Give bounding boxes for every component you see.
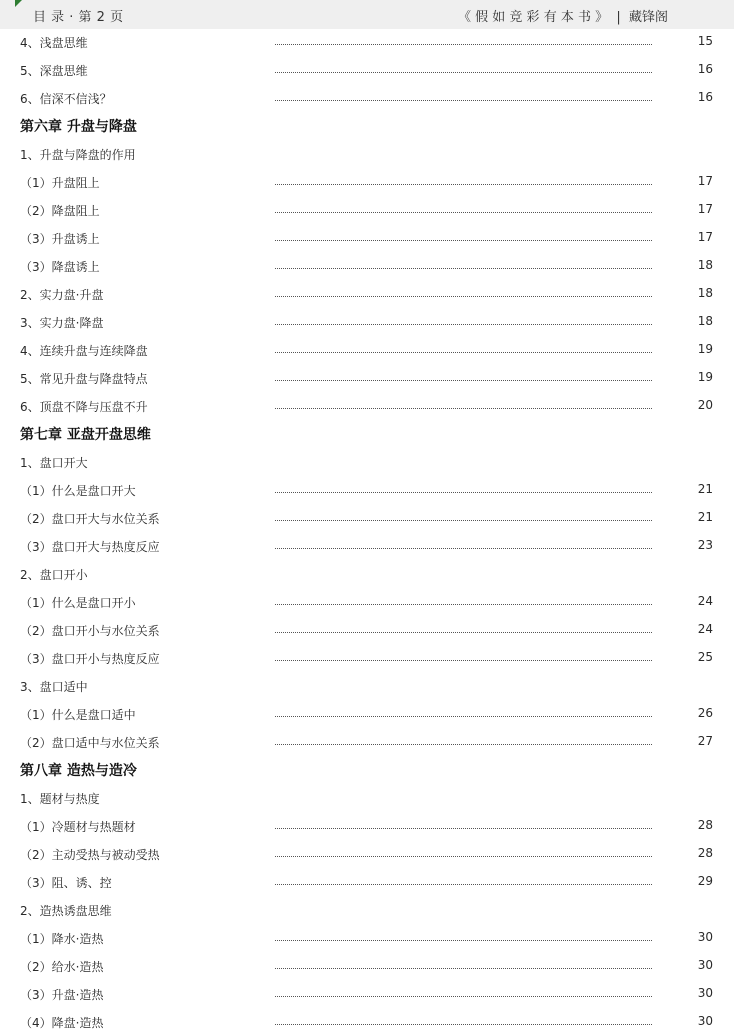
toc-entry[interactable] [0,644,734,672]
toc-entry[interactable] [0,700,734,728]
toc-entry-title: 2、造热诱盘思维 [20,904,112,918]
toc-entry[interactable] [0,252,734,280]
toc-entry-title: 5、深盘思维 [20,64,88,78]
dot-leader [275,380,652,381]
dot-leader [275,296,652,297]
toc-entry[interactable] [0,364,734,392]
toc-entry-title: 1、题材与热度 [20,792,100,806]
toc-entry-title: 1、盘口开大 [20,456,88,470]
toc-entry-title: 5、常见升盘与降盘特点 [20,372,148,386]
toc-page-number: 23 [697,538,713,552]
dot-leader [275,240,652,241]
toc-page-number: 28 [697,846,713,860]
toc-section-heading [0,896,734,924]
toc-entry[interactable] [0,980,734,1008]
dot-leader [275,940,652,941]
toc-section-heading [0,672,734,700]
toc-entry[interactable] [0,224,734,252]
dot-leader [275,268,652,269]
toc-page-number: 30 [697,958,713,972]
toc-entry[interactable] [0,336,734,364]
toc-chapter-heading [0,112,734,140]
toc-entry-title: （3）盘口开大与热度反应 [20,540,160,554]
toc-entry[interactable] [0,1008,734,1036]
toc-page-number: 21 [697,482,713,496]
dot-leader [275,1024,652,1025]
toc-page-number: 27 [697,734,713,748]
dot-leader [275,968,652,969]
dot-leader [275,520,652,521]
toc-entry-title: 4、浅盘思维 [20,36,88,50]
toc-page-number: 30 [697,986,713,1000]
toc-entry-title: （3）升盘诱上 [20,232,100,246]
page-header [0,0,734,29]
dot-leader [275,632,652,633]
toc-entry[interactable] [0,812,734,840]
toc-entry[interactable] [0,588,734,616]
dot-leader [275,604,652,605]
dot-leader [275,884,652,885]
table-of-contents [0,28,734,1036]
toc-entry-title: （4）降盘·造热 [20,1016,104,1030]
toc-entry-title: （2）主动受热与被动受热 [20,848,160,862]
toc-entry-title: （2）盘口开小与水位关系 [20,624,160,638]
dot-leader [275,408,652,409]
toc-page-number: 26 [697,706,713,720]
toc-entry-title: 2、盘口开小 [20,568,88,582]
toc-section-heading [0,560,734,588]
toc-entry[interactable] [0,840,734,868]
dot-leader [275,744,652,745]
toc-entry-title: （3）升盘·造热 [20,988,104,1002]
toc-page-number: 15 [697,34,713,48]
toc-section-heading [0,448,734,476]
toc-page-number: 30 [697,930,713,944]
toc-entry[interactable] [0,532,734,560]
header-book-title: 《 假 如 竞 彩 有 本 书 》 | 藏锋阁 [458,10,668,25]
toc-entry-title: （1）什么是盘口适中 [20,708,136,722]
toc-page-number: 16 [697,62,713,76]
dot-leader [275,352,652,353]
toc-section-heading [0,784,734,812]
toc-page-number: 17 [697,202,713,216]
toc-page-number: 20 [697,398,713,412]
dot-leader [275,996,652,997]
toc-entry[interactable] [0,392,734,420]
toc-entry-title: （1）升盘阻上 [20,176,100,190]
toc-entry-title: 1、升盘与降盘的作用 [20,148,136,162]
toc-page-number: 21 [697,510,713,524]
toc-section-heading [0,140,734,168]
toc-page-number: 16 [697,90,713,104]
toc-entry[interactable] [0,196,734,224]
toc-page-number: 19 [697,370,713,384]
toc-page-number: 25 [697,650,713,664]
dot-leader [275,856,652,857]
toc-entry[interactable] [0,168,734,196]
toc-entry[interactable] [0,280,734,308]
dot-leader [275,324,652,325]
toc-entry[interactable] [0,728,734,756]
toc-entry-title: 6、信深不信浅？ [20,92,112,106]
toc-entry[interactable] [0,952,734,980]
toc-entry-title: 3、实力盘·降盘 [20,316,104,330]
toc-page-number: 30 [697,1014,713,1028]
toc-entry-title: （1）冷题材与热题材 [20,820,136,834]
toc-entry[interactable] [0,56,734,84]
toc-entry[interactable] [0,616,734,644]
toc-entry-title: （1）降水·造热 [20,932,104,946]
toc-page-number: 24 [697,622,713,636]
toc-entry[interactable] [0,868,734,896]
toc-entry-title: （3）阻、诱、控 [20,876,112,890]
toc-entry-title: 2、实力盘·升盘 [20,288,104,302]
dot-leader [275,548,652,549]
dot-leader [275,72,652,73]
toc-entry-title: （2）给水·造热 [20,960,104,974]
toc-page-number: 28 [697,818,713,832]
toc-entry-title: 第八章 造热与造冷 [20,763,137,779]
toc-entry-title: （3）降盘诱上 [20,260,100,274]
toc-entry-title: 6、顶盘不降与压盘不升 [20,400,148,414]
toc-entry-title: （2）盘口开大与水位关系 [20,512,160,526]
toc-entry-title: 第六章 升盘与降盘 [20,119,137,135]
toc-entry[interactable] [0,84,734,112]
toc-page-number: 24 [697,594,713,608]
toc-entry[interactable] [0,476,734,504]
toc-entry[interactable] [0,504,734,532]
toc-page-number: 18 [697,286,713,300]
toc-entry-title: （2）盘口适中与水位关系 [20,736,160,750]
dot-leader [275,212,652,213]
toc-entry-title: （2）降盘阻上 [20,204,100,218]
dot-leader [275,716,652,717]
toc-chapter-heading [0,756,734,784]
dot-leader [275,828,652,829]
toc-page-number: 29 [697,874,713,888]
toc-entry[interactable] [0,28,734,56]
corner-marker-icon [15,0,22,7]
dot-leader [275,660,652,661]
toc-entry-title: （1）什么是盘口开大 [20,484,136,498]
toc-entry-title: （1）什么是盘口开小 [20,596,136,610]
toc-entry-title: （3）盘口开小与热度反应 [20,652,160,666]
dot-leader [275,100,652,101]
header-page-label: 目 录 · 第 2 页 [33,10,124,25]
toc-entry[interactable] [0,308,734,336]
toc-entry-title: 3、盘口适中 [20,680,88,694]
toc-page-number: 17 [697,230,713,244]
dot-leader [275,184,652,185]
dot-leader [275,44,652,45]
toc-chapter-heading [0,420,734,448]
toc-page-number: 19 [697,342,713,356]
dot-leader [275,492,652,493]
toc-page-number: 18 [697,258,713,272]
toc-entry[interactable] [0,924,734,952]
toc-entry-title: 第七章 亚盘开盘思维 [20,427,151,443]
toc-page-number: 18 [697,314,713,328]
toc-page-number: 17 [697,174,713,188]
toc-entry-title: 4、连续升盘与连续降盘 [20,344,148,358]
